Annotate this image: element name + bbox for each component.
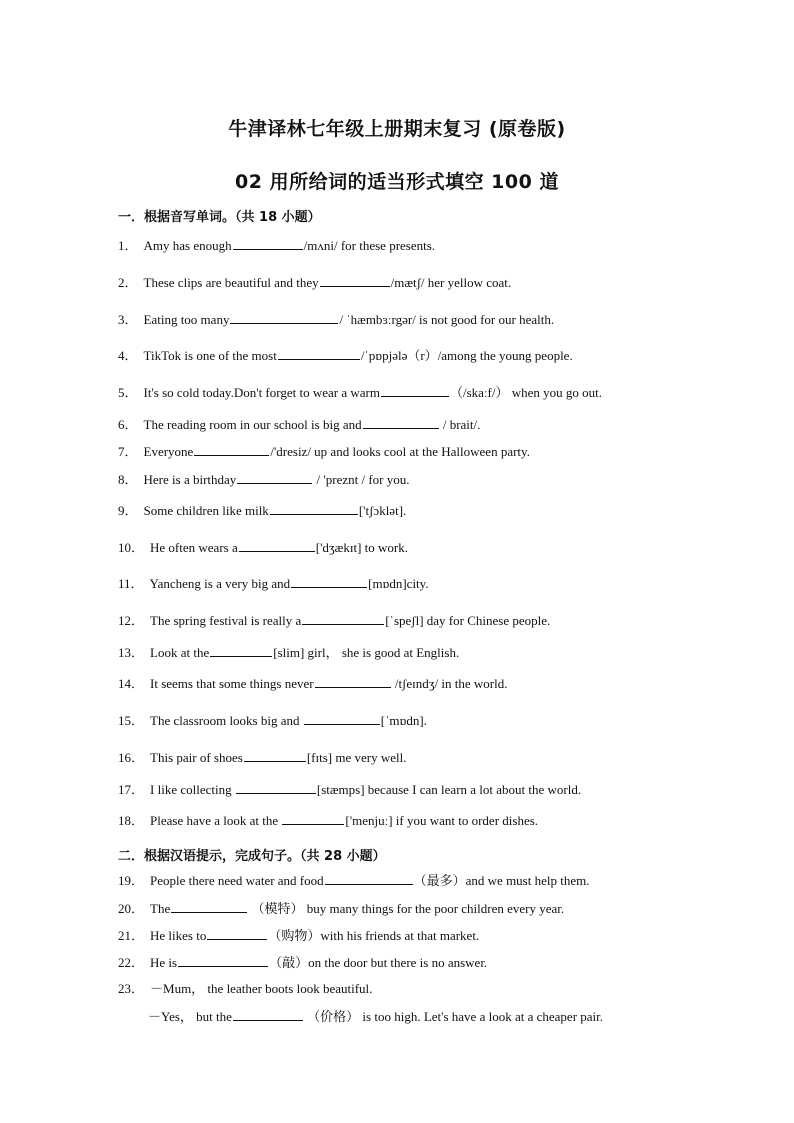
question-hint: / brait/. xyxy=(439,417,481,432)
question-text: I like collecting xyxy=(150,782,235,797)
answer-blank[interactable] xyxy=(239,539,315,552)
question-number: 1． xyxy=(118,238,138,253)
answer-blank[interactable] xyxy=(315,675,391,688)
question-item xyxy=(142,1008,603,1025)
question-item xyxy=(118,274,511,291)
question-text: The xyxy=(150,901,171,916)
question-text: It seems that some things never xyxy=(150,676,314,691)
answer-blank[interactable] xyxy=(236,781,316,794)
answer-blank[interactable] xyxy=(207,927,267,940)
answer-blank[interactable] xyxy=(194,443,269,456)
question-hint: （/skaːf/） when you go out. xyxy=(449,385,602,400)
question-item xyxy=(118,954,487,971)
question-number: 12． xyxy=(118,613,145,628)
question-item xyxy=(118,612,550,629)
question-number: 4． xyxy=(118,348,138,363)
document-subtitle: 02 用所给词的适当形式填空 100 道 xyxy=(235,171,559,193)
answer-blank[interactable] xyxy=(244,749,306,762)
question-text: The reading room in our school is big and xyxy=(143,417,362,432)
answer-blank[interactable] xyxy=(233,237,303,250)
question-item xyxy=(118,981,372,997)
question-hint: （价格） is too high. Let's have a look at a cheaper pair. xyxy=(303,1009,604,1024)
question-item xyxy=(118,539,408,556)
question-text: －Mum， the leather boots look beautiful. xyxy=(150,981,373,996)
answer-blank[interactable] xyxy=(325,872,413,885)
question-hint: （购物）with his friends at that market. xyxy=(268,928,480,943)
answer-blank[interactable] xyxy=(210,644,272,657)
question-text: Amy has enough xyxy=(143,238,232,253)
question-item xyxy=(118,872,589,889)
question-text: Some children like milk xyxy=(143,503,269,518)
question-number: 20． xyxy=(118,901,145,916)
question-number: 9． xyxy=(118,503,138,518)
question-hint: /'dresiz/ up and looks cool at the Halloween party. xyxy=(270,444,530,459)
question-item xyxy=(118,416,480,433)
answer-blank[interactable] xyxy=(304,712,380,725)
answer-blank[interactable] xyxy=(237,471,312,484)
question-text: Everyone xyxy=(143,444,194,459)
question-item xyxy=(118,347,573,364)
question-item xyxy=(118,781,581,798)
question-number: 7． xyxy=(118,444,138,459)
question-hint: [ˈmɒdn]. xyxy=(380,713,427,728)
question-item xyxy=(118,384,602,401)
question-number: 10． xyxy=(118,540,145,555)
question-hint: /tʃeɪndʒ/ in the world. xyxy=(391,676,508,691)
document-title: 牛津译林七年级上册期末复习 (原卷版) xyxy=(228,118,566,140)
question-item xyxy=(118,575,429,592)
question-number: 13． xyxy=(118,645,145,660)
question-item xyxy=(118,311,554,328)
question-number: 22． xyxy=(118,955,145,970)
question-hint: /ˈpɒpjələ（r）/among the young people. xyxy=(360,348,573,363)
question-item xyxy=(118,443,530,460)
answer-blank[interactable] xyxy=(270,502,358,515)
question-text: This pair of shoes xyxy=(150,750,243,765)
question-text: Eating too many xyxy=(143,312,230,327)
answer-blank[interactable] xyxy=(282,812,344,825)
question-hint: [fɪts] me very well. xyxy=(306,750,407,765)
question-hint: ['tʃɔklət]. xyxy=(358,503,407,518)
question-number: 5． xyxy=(118,385,138,400)
answer-blank[interactable] xyxy=(363,416,439,429)
question-hint: /mʌni/ for these presents. xyxy=(303,238,436,253)
question-item xyxy=(118,502,406,519)
question-number: 11． xyxy=(118,576,144,591)
question-number: 15． xyxy=(118,713,145,728)
question-item xyxy=(118,712,427,729)
answer-blank[interactable] xyxy=(278,347,360,360)
section-heading-2: 二．根据汉语提示，完成句子。（共 28 小题） xyxy=(118,849,386,864)
question-text: Yancheng is a very big and xyxy=(149,576,291,591)
answer-blank[interactable] xyxy=(233,1008,303,1021)
question-hint: （最多）and we must help them. xyxy=(413,873,590,888)
question-hint: [ˈspeʃl] day for Chinese people. xyxy=(385,613,551,628)
question-hint: （模特） buy many things for the poor children every year. xyxy=(248,901,565,916)
question-hint: [mɒdn]city. xyxy=(368,576,429,591)
question-item xyxy=(118,644,459,661)
answer-blank[interactable] xyxy=(381,384,449,397)
question-item xyxy=(118,749,406,766)
answer-blank[interactable] xyxy=(320,274,390,287)
question-number: 14． xyxy=(118,676,145,691)
question-number: 21． xyxy=(118,928,145,943)
answer-blank[interactable] xyxy=(171,900,247,913)
question-text: The classroom looks big and xyxy=(150,713,303,728)
question-hint: / 'preznt / for you. xyxy=(313,472,410,487)
question-item xyxy=(118,900,564,917)
question-text: He often wears a xyxy=(150,540,238,555)
question-hint: [slim] girl， she is good at English. xyxy=(273,645,460,660)
question-number: 2． xyxy=(118,275,138,290)
question-number: 23． xyxy=(118,981,145,996)
question-text: Please have a look at the xyxy=(150,813,282,828)
question-text: It's so cold today.Don't forget to wear a warm xyxy=(143,385,380,400)
question-number: 17． xyxy=(118,782,145,797)
question-number: 6． xyxy=(118,417,138,432)
question-text: Look at the xyxy=(150,645,210,660)
question-item xyxy=(118,237,435,254)
question-hint: ['dʒækɪt] to work. xyxy=(315,540,408,555)
answer-blank[interactable] xyxy=(230,311,338,324)
answer-blank[interactable] xyxy=(302,612,384,625)
question-text: Here is a birthday xyxy=(143,472,237,487)
question-item xyxy=(118,675,507,692)
question-text: The spring festival is really a xyxy=(150,613,302,628)
question-number: 3． xyxy=(118,312,138,327)
question-text: He likes to xyxy=(150,928,207,943)
answer-blank[interactable] xyxy=(178,954,268,967)
question-hint: / ˈhæmbɜːrgər/ is not good for our health. xyxy=(339,312,555,327)
question-text: He is xyxy=(150,955,178,970)
question-hint: （敲）on the door but there is no answer. xyxy=(269,955,488,970)
question-hint: ['menjuː] if you want to order dishes. xyxy=(345,813,539,828)
question-number: 19． xyxy=(118,873,145,888)
question-text: －Yes， but the xyxy=(148,1009,232,1024)
question-hint: [stæmps] because I can learn a lot about the world. xyxy=(316,782,582,797)
answer-blank[interactable] xyxy=(291,575,367,588)
question-text: People there need water and food xyxy=(150,873,324,888)
question-number: 8． xyxy=(118,472,138,487)
question-text: These clips are beautiful and they xyxy=(143,275,319,290)
question-number: 18． xyxy=(118,813,145,828)
section-heading-1: 一．根据音写单词。（共 18 小题） xyxy=(118,210,321,225)
question-text: TikTok is one of the most xyxy=(143,348,277,363)
question-hint: /mætʃ/ her yellow coat. xyxy=(390,275,512,290)
question-item xyxy=(118,812,538,829)
question-number: 16． xyxy=(118,750,145,765)
question-item xyxy=(118,927,479,944)
question-item xyxy=(118,471,410,488)
